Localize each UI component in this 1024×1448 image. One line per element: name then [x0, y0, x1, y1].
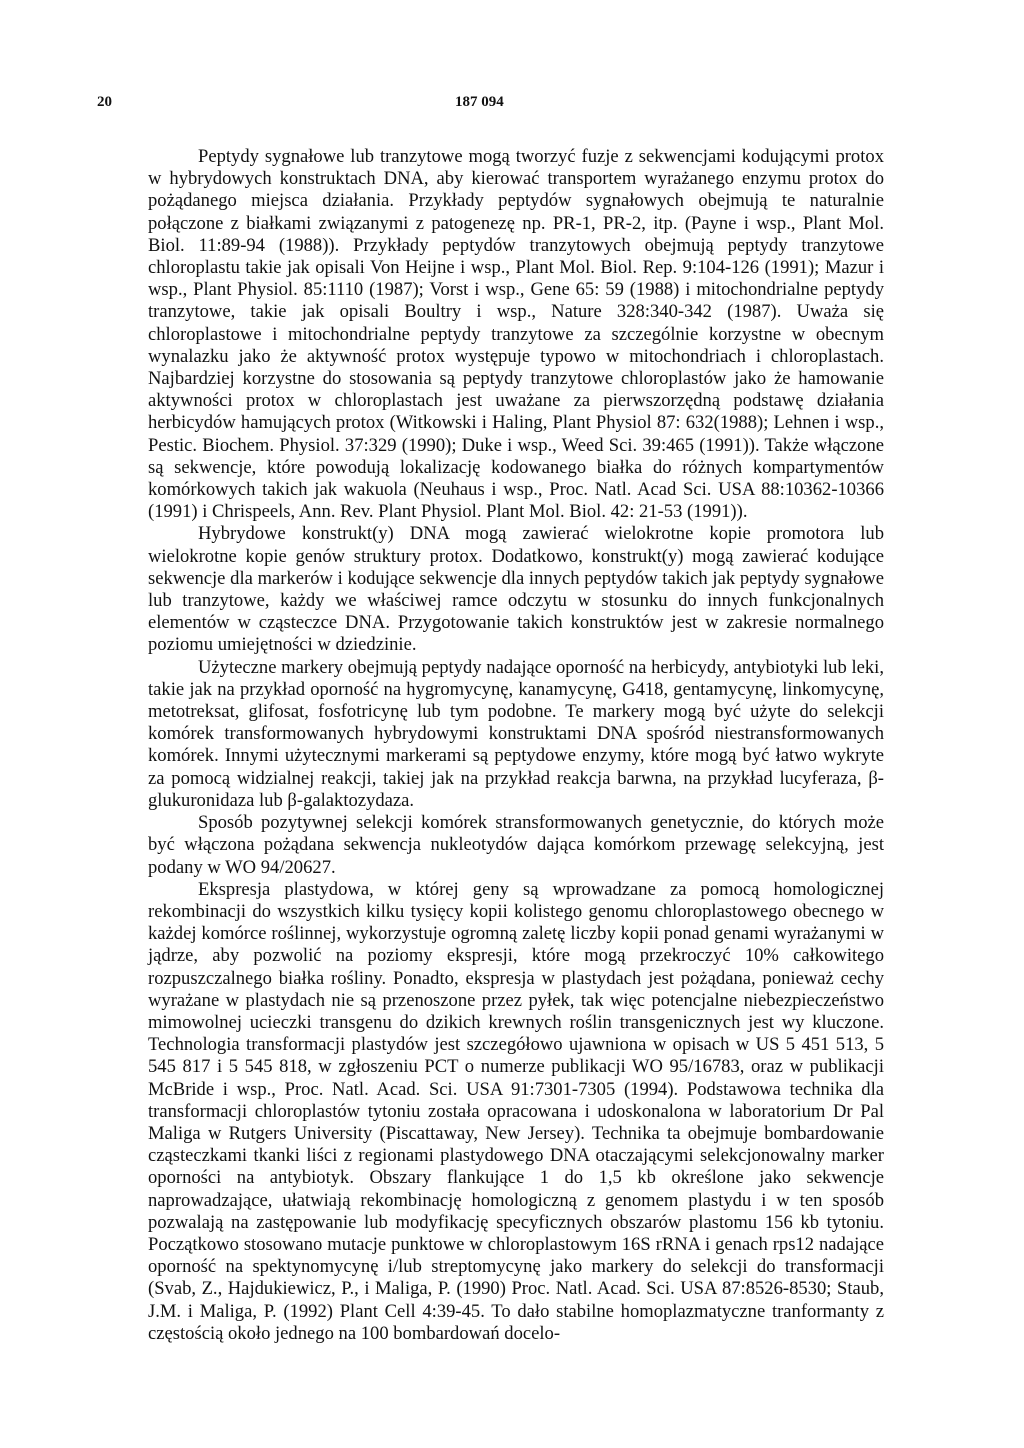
paragraph-plastid-expression: Ekspresja plastydowa, w której geny są wprowadzane za pomocą homologicznej rekombinacji do wszystkich kilku tysięcy kopii kolistego genomu chloroplastowego obecnego w każdej komórce roślinnej, wykorzystuje ogromną zaletę liczby kopii ponad genami wyrażanymi w jądrze, aby pozwolić na poziomy ekspresji, które mogą przekroczyć 10% całkowitego rozpuszczalnego białka rośliny. Ponadto, ekspresja w plastydach jest pożądana, ponieważ cechy wyrażane w plastydach nie są przenoszone przez pyłek, tak więc potencjalne niebezpieczeństwo mimowolnej ucieczki transgenu do dzikich krewnych roślin transgenicznych jest wy kluczone. Technologia transformacji plastydów jest szczegółowo ujawniona w opisach w US 5 451 513, 5 545 817 i 5 545 818, w zgłoszeniu PCT o numerze publikacji WO 95/16783, oraz w publikacji McBride i wsp., Proc. Natl. Acad. Sci. USA 91:7301-7305 (1994). Podstawowa technika dla transformacji chloroplastów tytoniu została opracowana i udoskonalona w laboratorium Dr Pal Maliga w Rutgers University (Piscattaway, New Jersey). Technika ta obejmuje bombardowanie cząsteczkami tkanki liści z regionami plastydowego DNA otaczającymi selekcjonowalny marker oporności na antybiotyk. Obszary flankujące 1 do 1,5 kb określone jako sekwencje naprowadzające, ułatwiają rekombinację homologiczną z genomem plastydu i w ten sposób pozwalają na zastępowanie lub modyfikację specyficznych obszarów plastomu 156 kb tytoniu. Początkowo stosowano mutacje punktowe w chloroplastowym 16S rRNA i genach rps12 nadające oporność na spektynomycynę i/lub streptomycynę jako markery do selekcji do transformacji (Svab, Z., Hajdukiewicz, P., i Maliga, P. (1990) Proc. Natl. Acad. Sci. USA 87:8526-8530; Staub, J.M. i Maliga, P. (1992) Plant Cell 4:39-45. To dało stabilne homoplazmatyczne tranformanty z częstością około jednego na 100 bombardowań docelo- — [148, 878, 884, 1344]
paragraph-useful-markers: Użyteczne markery obejmują peptydy nadające oporność na herbicydy, antybiotyki lub leki, takie jak na przykład oporność na hygromycynę, kanamycynę, G418, gentamycynę, linkomycynę, metotreksat, glifosat, fosfotricynę lub tym podobne. Te markery mogą być użyte do selekcji komórek transformowanych hybrydowymi konstruktami DNA spośród niestransformowanych komórek. Innymi użytecznymi markerami są peptydowe enzymy, które mogą być łatwo wykryte za pomocą widzialnej reakcji, takiej jak na przykład reakcja barwna, na przykład lucyferaza, β-glukuronidaza lub β-galaktozydaza. — [148, 656, 884, 811]
page-header — [97, 94, 927, 116]
paragraph-positive-selection: Sposób pozytywnej selekcji komórek stransformowanych genetycznie, do których może być włączona pożądana sekwencja nukleotydów dająca komórkom przewagę selekcyjną, jest podany w WO 94/20627. — [148, 812, 884, 878]
paragraph-signal-peptides: Peptydy sygnałowe lub tranzytowe mogą tworzyć fuzje z sekwencjami kodującymi protox w hybrydowych konstruktach DNA, aby kierować transportem wyrażanego enzymu protox do pożądanego miejsca działania. Przykłady peptydów sygnałowych obejmują te naturalnie połączone z białkami związanymi z patogenezę np. PR-1, PR-2, itp. (Payne i wsp., Plant Mol. Biol. 11:89-94 (1988)). Przykłady peptydów tranzytowych obejmują peptydy tranzytowe chloroplastu takie jak opisali Von Heijne i wsp., Plant Mol. Biol. Rep. 9:104-126 (1991); Mazur i wsp., Plant Physiol. 85:1110 (1987); Vorst i wsp., Gene 65: 59 (1988) i mitochondrialne peptydy tranzytowe, takie jak opisali Boultry i wsp., Nature 328:340-342 (1987). Uważa się chloroplastowe i mitochondrialne peptydy tranzytowe za szczególnie korzystne w obecnym wynalazku jako że aktywność protox występuje typowo w mitochondriach i chloroplastach. Najbardziej korzystne do stosowania są peptydy tranzytowe chloroplastów jako że hamowanie aktywności protox w chloroplastach jest uważane za pierwszorzędną podstawę działania herbicydów hamujących protox (Witkowski i Haling, Plant Physiol 87: 632(1988); Lehnen i wsp., Pestic. Biochem. Physiol. 37:329 (1990); Duke i wsp., Weed Sci. 39:465 (1991)). Także włączone są sekwencje, które powodują lokalizację kodowanego białka do różnych kompartymentów komórkowych takich jak wakuola (Neuhaus i wsp., Proc. Natl. Acad Sci. USA 88:10362-10366 (1991) i Chrispeels, Ann. Rev. Plant Physiol. Plant Mol. Biol. 42: 21-53 (1991)). — [148, 146, 884, 523]
document-number: 187 094 — [455, 94, 504, 110]
paragraph-hybrid-constructs: Hybrydowe konstrukt(y) DNA mogą zawierać wielokrotne kopie promotora lub wielokrotne kopie genów struktury protox. Dodatkowo, konstrukt(y) mogą zawierać kodujące sekwencje dla markerów i kodujące sekwencje dla innych peptydów takich jak peptydy sygnałowe lub tranzytowe, każdy we właściwej ramce odczytu w stosunku do innych funkcjonalnych elementów w cząsteczce DNA. Przygotowanie takich konstruktów jest w zakresie normalnego poziomu umiejętności w dziedzinie. — [148, 523, 884, 656]
body-text — [148, 146, 884, 1345]
page-number: 20 — [97, 94, 112, 110]
